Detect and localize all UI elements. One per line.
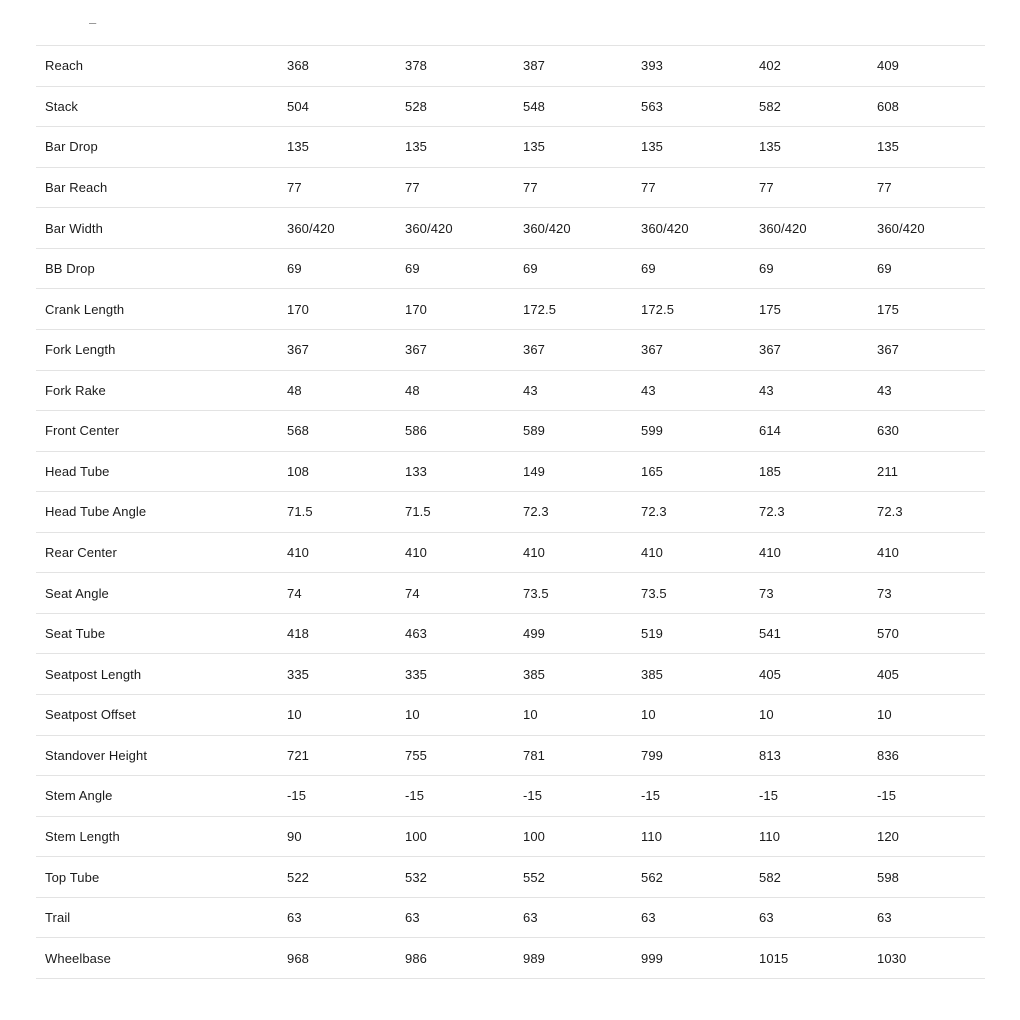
table-row bbox=[36, 817, 985, 858]
clipped-text-fragment: – bbox=[89, 15, 97, 30]
row-label: Reach bbox=[45, 58, 84, 74]
row-value: 185 bbox=[759, 463, 781, 479]
row-label: Bar Drop bbox=[45, 139, 98, 155]
row-value: 410 bbox=[641, 545, 663, 561]
row-value: 72.3 bbox=[523, 504, 549, 520]
row-value: 77 bbox=[641, 179, 656, 195]
row-value: 367 bbox=[287, 342, 309, 358]
row-value: 77 bbox=[405, 179, 420, 195]
row-value: 73.5 bbox=[523, 585, 549, 601]
row-value: 74 bbox=[287, 585, 302, 601]
row-value: 410 bbox=[759, 545, 781, 561]
row-value: 135 bbox=[877, 139, 899, 155]
row-value: -15 bbox=[523, 788, 543, 804]
row-value: 504 bbox=[287, 98, 309, 114]
table-row bbox=[36, 695, 985, 736]
row-value: 418 bbox=[287, 626, 309, 642]
row-value: 813 bbox=[759, 747, 781, 763]
row-value: 463 bbox=[405, 626, 427, 642]
row-value: 135 bbox=[523, 139, 545, 155]
row-value: 172.5 bbox=[523, 301, 557, 317]
table-row bbox=[36, 249, 985, 290]
row-value: 387 bbox=[523, 58, 545, 74]
row-label: Stack bbox=[45, 98, 79, 114]
row-value: 608 bbox=[877, 98, 899, 114]
table-row bbox=[36, 330, 985, 371]
row-value: 73 bbox=[759, 585, 774, 601]
row-label: BB Drop bbox=[45, 261, 95, 277]
row-value: 63 bbox=[523, 910, 538, 926]
row-value: 989 bbox=[523, 950, 545, 966]
row-value: 532 bbox=[405, 869, 427, 885]
row-value: 175 bbox=[877, 301, 899, 317]
row-value: 100 bbox=[523, 828, 545, 844]
table-row bbox=[36, 898, 985, 939]
row-value: 77 bbox=[759, 179, 774, 195]
row-value: 170 bbox=[405, 301, 427, 317]
row-value: 135 bbox=[759, 139, 781, 155]
row-value: -15 bbox=[405, 788, 425, 804]
row-value: 74 bbox=[405, 585, 420, 601]
row-value: 781 bbox=[523, 747, 545, 763]
row-value: 552 bbox=[523, 869, 545, 885]
table-row bbox=[36, 857, 985, 898]
table-row bbox=[36, 614, 985, 655]
row-value: 410 bbox=[523, 545, 545, 561]
row-value: 385 bbox=[523, 666, 545, 682]
row-value: 72.3 bbox=[759, 504, 785, 520]
row-value: 586 bbox=[405, 423, 427, 439]
row-label: Head Tube bbox=[45, 463, 110, 479]
row-value: 10 bbox=[405, 707, 420, 723]
row-value: 528 bbox=[405, 98, 427, 114]
row-value: 43 bbox=[523, 382, 538, 398]
row-value: 10 bbox=[641, 707, 656, 723]
row-label: Top Tube bbox=[45, 869, 100, 885]
row-value: 519 bbox=[641, 626, 663, 642]
row-label: Bar Width bbox=[45, 220, 103, 236]
table-row bbox=[36, 127, 985, 168]
row-value: 63 bbox=[405, 910, 420, 926]
row-label: Standover Height bbox=[45, 747, 148, 763]
row-value: 172.5 bbox=[641, 301, 675, 317]
row-value: 563 bbox=[641, 98, 663, 114]
row-value: 598 bbox=[877, 869, 899, 885]
row-value: 721 bbox=[287, 747, 309, 763]
row-value: 77 bbox=[287, 179, 302, 195]
row-value: 211 bbox=[877, 463, 899, 479]
row-value: 10 bbox=[877, 707, 892, 723]
row-value: 405 bbox=[759, 666, 781, 682]
row-value: 63 bbox=[877, 910, 892, 926]
row-value: 69 bbox=[877, 261, 892, 277]
row-value: 135 bbox=[287, 139, 309, 155]
row-value: 360/420 bbox=[759, 220, 807, 236]
row-value: 149 bbox=[523, 463, 545, 479]
row-value: 986 bbox=[405, 950, 427, 966]
table-row bbox=[36, 938, 985, 979]
row-value: 589 bbox=[523, 423, 545, 439]
row-label: Bar Reach bbox=[45, 179, 108, 195]
row-value: 48 bbox=[405, 382, 420, 398]
row-value: 170 bbox=[287, 301, 309, 317]
row-value: 43 bbox=[641, 382, 656, 398]
table-row bbox=[36, 776, 985, 817]
row-value: 10 bbox=[287, 707, 302, 723]
row-value: 335 bbox=[287, 666, 309, 682]
row-label: Seat Angle bbox=[45, 585, 109, 601]
row-value: 73.5 bbox=[641, 585, 667, 601]
row-value: 836 bbox=[877, 747, 899, 763]
row-value: 48 bbox=[287, 382, 302, 398]
row-value: 409 bbox=[877, 58, 899, 74]
row-value: 110 bbox=[759, 828, 781, 844]
row-value: 110 bbox=[641, 828, 663, 844]
row-value: 367 bbox=[877, 342, 899, 358]
row-value: 1030 bbox=[877, 950, 907, 966]
row-value: 405 bbox=[877, 666, 899, 682]
row-value: 367 bbox=[405, 342, 427, 358]
row-value: 71.5 bbox=[287, 504, 313, 520]
geometry-table bbox=[36, 45, 985, 979]
row-value: 360/420 bbox=[641, 220, 689, 236]
row-value: 73 bbox=[877, 585, 892, 601]
row-value: 135 bbox=[405, 139, 427, 155]
row-value: 410 bbox=[877, 545, 899, 561]
row-value: 72.3 bbox=[877, 504, 903, 520]
table-row bbox=[36, 654, 985, 695]
row-value: 69 bbox=[759, 261, 774, 277]
row-value: 71.5 bbox=[405, 504, 431, 520]
row-label: Crank Length bbox=[45, 301, 125, 317]
table-row bbox=[36, 411, 985, 452]
row-label: Fork Length bbox=[45, 342, 116, 358]
row-label: Seat Tube bbox=[45, 626, 106, 642]
row-label: Rear Center bbox=[45, 545, 117, 561]
row-value: 568 bbox=[287, 423, 309, 439]
row-value: 799 bbox=[641, 747, 663, 763]
row-value: 582 bbox=[759, 869, 781, 885]
row-value: 402 bbox=[759, 58, 781, 74]
row-value: 90 bbox=[287, 828, 302, 844]
row-value: 410 bbox=[405, 545, 427, 561]
row-label: Wheelbase bbox=[45, 950, 111, 966]
row-value: 378 bbox=[405, 58, 427, 74]
row-value: 1015 bbox=[759, 950, 789, 966]
row-value: 599 bbox=[641, 423, 663, 439]
row-value: 522 bbox=[287, 869, 309, 885]
row-value: 410 bbox=[287, 545, 309, 561]
row-value: 548 bbox=[523, 98, 545, 114]
row-label: Fork Rake bbox=[45, 382, 106, 398]
row-value: 10 bbox=[523, 707, 538, 723]
row-value: 108 bbox=[287, 463, 309, 479]
row-value: 165 bbox=[641, 463, 663, 479]
row-value: 360/420 bbox=[405, 220, 453, 236]
table-row bbox=[36, 289, 985, 330]
row-value: 133 bbox=[405, 463, 427, 479]
table-row bbox=[36, 46, 985, 87]
row-label: Seatpost Length bbox=[45, 666, 142, 682]
row-value: 63 bbox=[287, 910, 302, 926]
row-value: 367 bbox=[523, 342, 545, 358]
table-row bbox=[36, 736, 985, 777]
table-row bbox=[36, 168, 985, 209]
table-row bbox=[36, 533, 985, 574]
table-row bbox=[36, 573, 985, 614]
row-value: -15 bbox=[759, 788, 779, 804]
row-value: 120 bbox=[877, 828, 899, 844]
row-value: 360/420 bbox=[877, 220, 925, 236]
row-value: 968 bbox=[287, 950, 309, 966]
row-value: 367 bbox=[641, 342, 663, 358]
row-value: 360/420 bbox=[523, 220, 571, 236]
row-value: 614 bbox=[759, 423, 781, 439]
row-value: 72.3 bbox=[641, 504, 667, 520]
table-row bbox=[36, 452, 985, 493]
row-value: 385 bbox=[641, 666, 663, 682]
row-label: Seatpost Offset bbox=[45, 707, 136, 723]
row-value: 562 bbox=[641, 869, 663, 885]
row-value: 43 bbox=[877, 382, 892, 398]
row-label: Head Tube Angle bbox=[45, 504, 147, 520]
row-value: 360/420 bbox=[287, 220, 335, 236]
row-value: 77 bbox=[877, 179, 892, 195]
table-row bbox=[36, 492, 985, 533]
row-value: 135 bbox=[641, 139, 663, 155]
row-value: 393 bbox=[641, 58, 663, 74]
row-value: 630 bbox=[877, 423, 899, 439]
row-label: Stem Length bbox=[45, 828, 120, 844]
table-row bbox=[36, 87, 985, 128]
row-value: -15 bbox=[877, 788, 897, 804]
row-value: 63 bbox=[641, 910, 656, 926]
row-label: Trail bbox=[45, 910, 71, 926]
row-value: 499 bbox=[523, 626, 545, 642]
row-value: 69 bbox=[287, 261, 302, 277]
row-value: 100 bbox=[405, 828, 427, 844]
table-row bbox=[36, 371, 985, 412]
row-value: 755 bbox=[405, 747, 427, 763]
row-value: 367 bbox=[759, 342, 781, 358]
table-row bbox=[36, 208, 985, 249]
row-value: 63 bbox=[759, 910, 774, 926]
row-value: 175 bbox=[759, 301, 781, 317]
row-value: 43 bbox=[759, 382, 774, 398]
row-label: Front Center bbox=[45, 423, 120, 439]
row-value: 999 bbox=[641, 950, 663, 966]
row-value: -15 bbox=[287, 788, 307, 804]
row-value: 69 bbox=[641, 261, 656, 277]
row-value: 10 bbox=[759, 707, 774, 723]
row-value: -15 bbox=[641, 788, 661, 804]
row-value: 570 bbox=[877, 626, 899, 642]
row-label: Stem Angle bbox=[45, 788, 113, 804]
row-value: 335 bbox=[405, 666, 427, 682]
row-value: 541 bbox=[759, 626, 781, 642]
row-value: 69 bbox=[523, 261, 538, 277]
row-value: 582 bbox=[759, 98, 781, 114]
row-value: 69 bbox=[405, 261, 420, 277]
row-value: 368 bbox=[287, 58, 309, 74]
row-value: 77 bbox=[523, 179, 538, 195]
